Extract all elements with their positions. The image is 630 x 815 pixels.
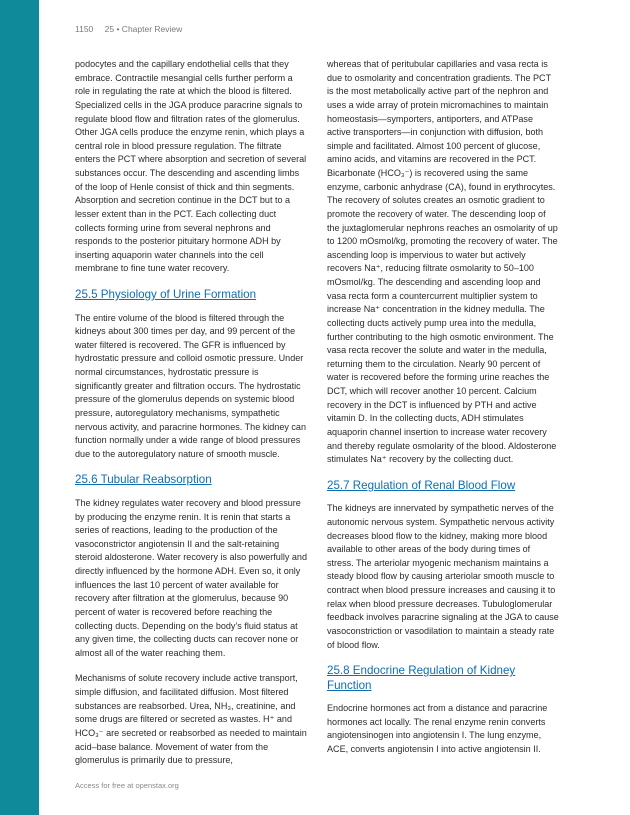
paragraph: Endocrine hormones act from a distance and paracrine hormones act locally. The renal enzyme renin converts angiotensinogen into angiotensin I. The lung enzyme, ACE, converts angiotensin I into active angiotensin II. (327, 703, 548, 754)
paragraph: Mechanisms of solute recovery include active transport, simple diffusion, and facilitated diffusion. Most filtered substances are reabsorbed. Urea, NH₃, creatinine, and some drugs are filtered or secreted as wastes. H⁺ and HCO₃⁻ are secreted or reabsorbed as needed to maintain acid–base balance. Movement of water from the glomerulus is primarily due to pressure, (75, 673, 307, 766)
right-column (327, 58, 559, 769)
section-heading-25-5[interactable]: 25.5 Physiology of Urine Formation (75, 288, 257, 301)
side-accent-bar (0, 0, 39, 815)
page-header (75, 24, 182, 34)
page-number: 1150 (75, 24, 94, 34)
paragraph: The entire volume of the blood is filtered through the kidneys about 300 times per day, and 99 percent of the water filtered is recovered. The GFR is influenced by hydrostatic pressure and colloid osmotic pressure. Under normal circumstances, hydrostatic pressure is significantly greater and filtration occurs. The hydrostatic pressure of the glomerulus depends on systemic blood pressure, autoregulatory mechanisms, sympathetic nervous activity, and paracrine hormones. The kidney can function normally under a wide range of blood pressures due to the autoregulatory nature of smooth muscle. (75, 312, 306, 459)
paragraph: podocytes and the capillary endothelial cells that they embrace. Contractile mesangial cells further perform a role in regulating the rate at which the blood is filtered. Specialized cells in the JGA produce paracrine signals to regulate blood flow and filtration rates of the glomerulus. Other JGA cells produce the enzyme renin, which plays a central role in blood pressure regulation. The filtrate enters the PCT where absorption and secretion of several substances occur. The descending and ascending limbs of the loop of Henle consist of thick and thin segments. Absorption and secretion continue in the DCT but to a lesser extent than in the PCT. Each collecting duct collects forming urine from several nephrons and responds to the posterior pituitary hormone ADH by inserting aquaporin water channels into the cell membrane to fine tune water recovery. (75, 59, 307, 274)
paragraph: whereas that of peritubular capillaries and vasa recta is due to osmolarity and concentration gradients. The PCT is the most metabolically active part of the nephron and uses a wide array of protein micromachines to maintain homeostasis—symporters, antiporters, and ATPase active transporters—in conjunction with diffusion, both simple and facilitated. Almost 100 percent of glucose, amino acids, and vitamins are recovered in the PCT. Bicarbonate (HCO₃⁻) is recovered using the same enzyme, carbonic anhydrase (CA), found in erythrocytes. The recovery of solutes creates an osmotic gradient to promote the recovery of water. The descending loop of the juxtaglomerular nephrons reaches an osmolarity of up to 1200 mOsmol/kg, promoting the recovery of water. The ascending loop is impervious to water but actively recovers Na⁺, reducing filtrate osmolarity to 50–100 mOsmol/kg. The descending and ascending loop and vasa recta form a countercurrent multiplier system to increase Na⁺ concentration in the kidney medulla. The collecting ducts actively pump urea into the medulla, further contributing to the high osmotic environment. The vasa recta recover the solute and water in the medulla, returning them to the circulation. Nearly 90 percent of water is recovered before the forming urine reaches the DCT, which will recover another 10 percent. Calcium recovery in the DCT is influenced by PTH and active vitamin D. In the collecting ducts, ADH stimulates aquaporin channel insertion to increase water recovery and thereby regulate osmolarity of the blood. Aldosterone stimulates Na⁺ recovery by the collecting duct. (327, 59, 558, 465)
chapter-label: 25 • Chapter Review (104, 24, 183, 34)
section-heading-25-8[interactable]: 25.8 Endocrine Regulation of Kidney Function (327, 664, 516, 692)
page-footer: Access for free at openstax.org (75, 781, 179, 790)
section-heading-25-7[interactable]: 25.7 Regulation of Renal Blood Flow (327, 478, 516, 492)
left-column (75, 58, 307, 780)
paragraph: The kidneys are innervated by sympathetic nerves of the autonomic nervous system. Sympathetic nervous activity decreases blood flow to the kidney, making more blood available to other areas of the body during times of stress. The arteriolar myogenic mechanism maintains a steady blood flow by causing arteriolar smooth muscle to contract when blood pressure increases and causing it to relax when blood pressure decreases. Tubuloglomerular feedback involves paracrine signaling at the JGA to cause vasoconstriction or vasodilation to maintain a steady rate of blood flow. (327, 503, 559, 650)
section-heading-25-6[interactable]: 25.6 Tubular Reabsorption (75, 473, 212, 487)
paragraph: The kidney regulates water recovery and blood pressure by producing the enzyme renin. It is renin that starts a series of reactions, leading to the production of the vasoconstrictor angiotensin II and the salt-retaining steroid aldosterone. Water recovery is also powerfully and directly influenced by the hormone ADH. Even so, it only influences the last 10 percent of water available for recovery after filtration at the glomerulus, because 90 percent of water is recovered before reaching the collecting ducts. Depending on the body’s fluid status at any given time, the collecting ducts can recover none or almost all of the water reaching them. (75, 497, 307, 658)
